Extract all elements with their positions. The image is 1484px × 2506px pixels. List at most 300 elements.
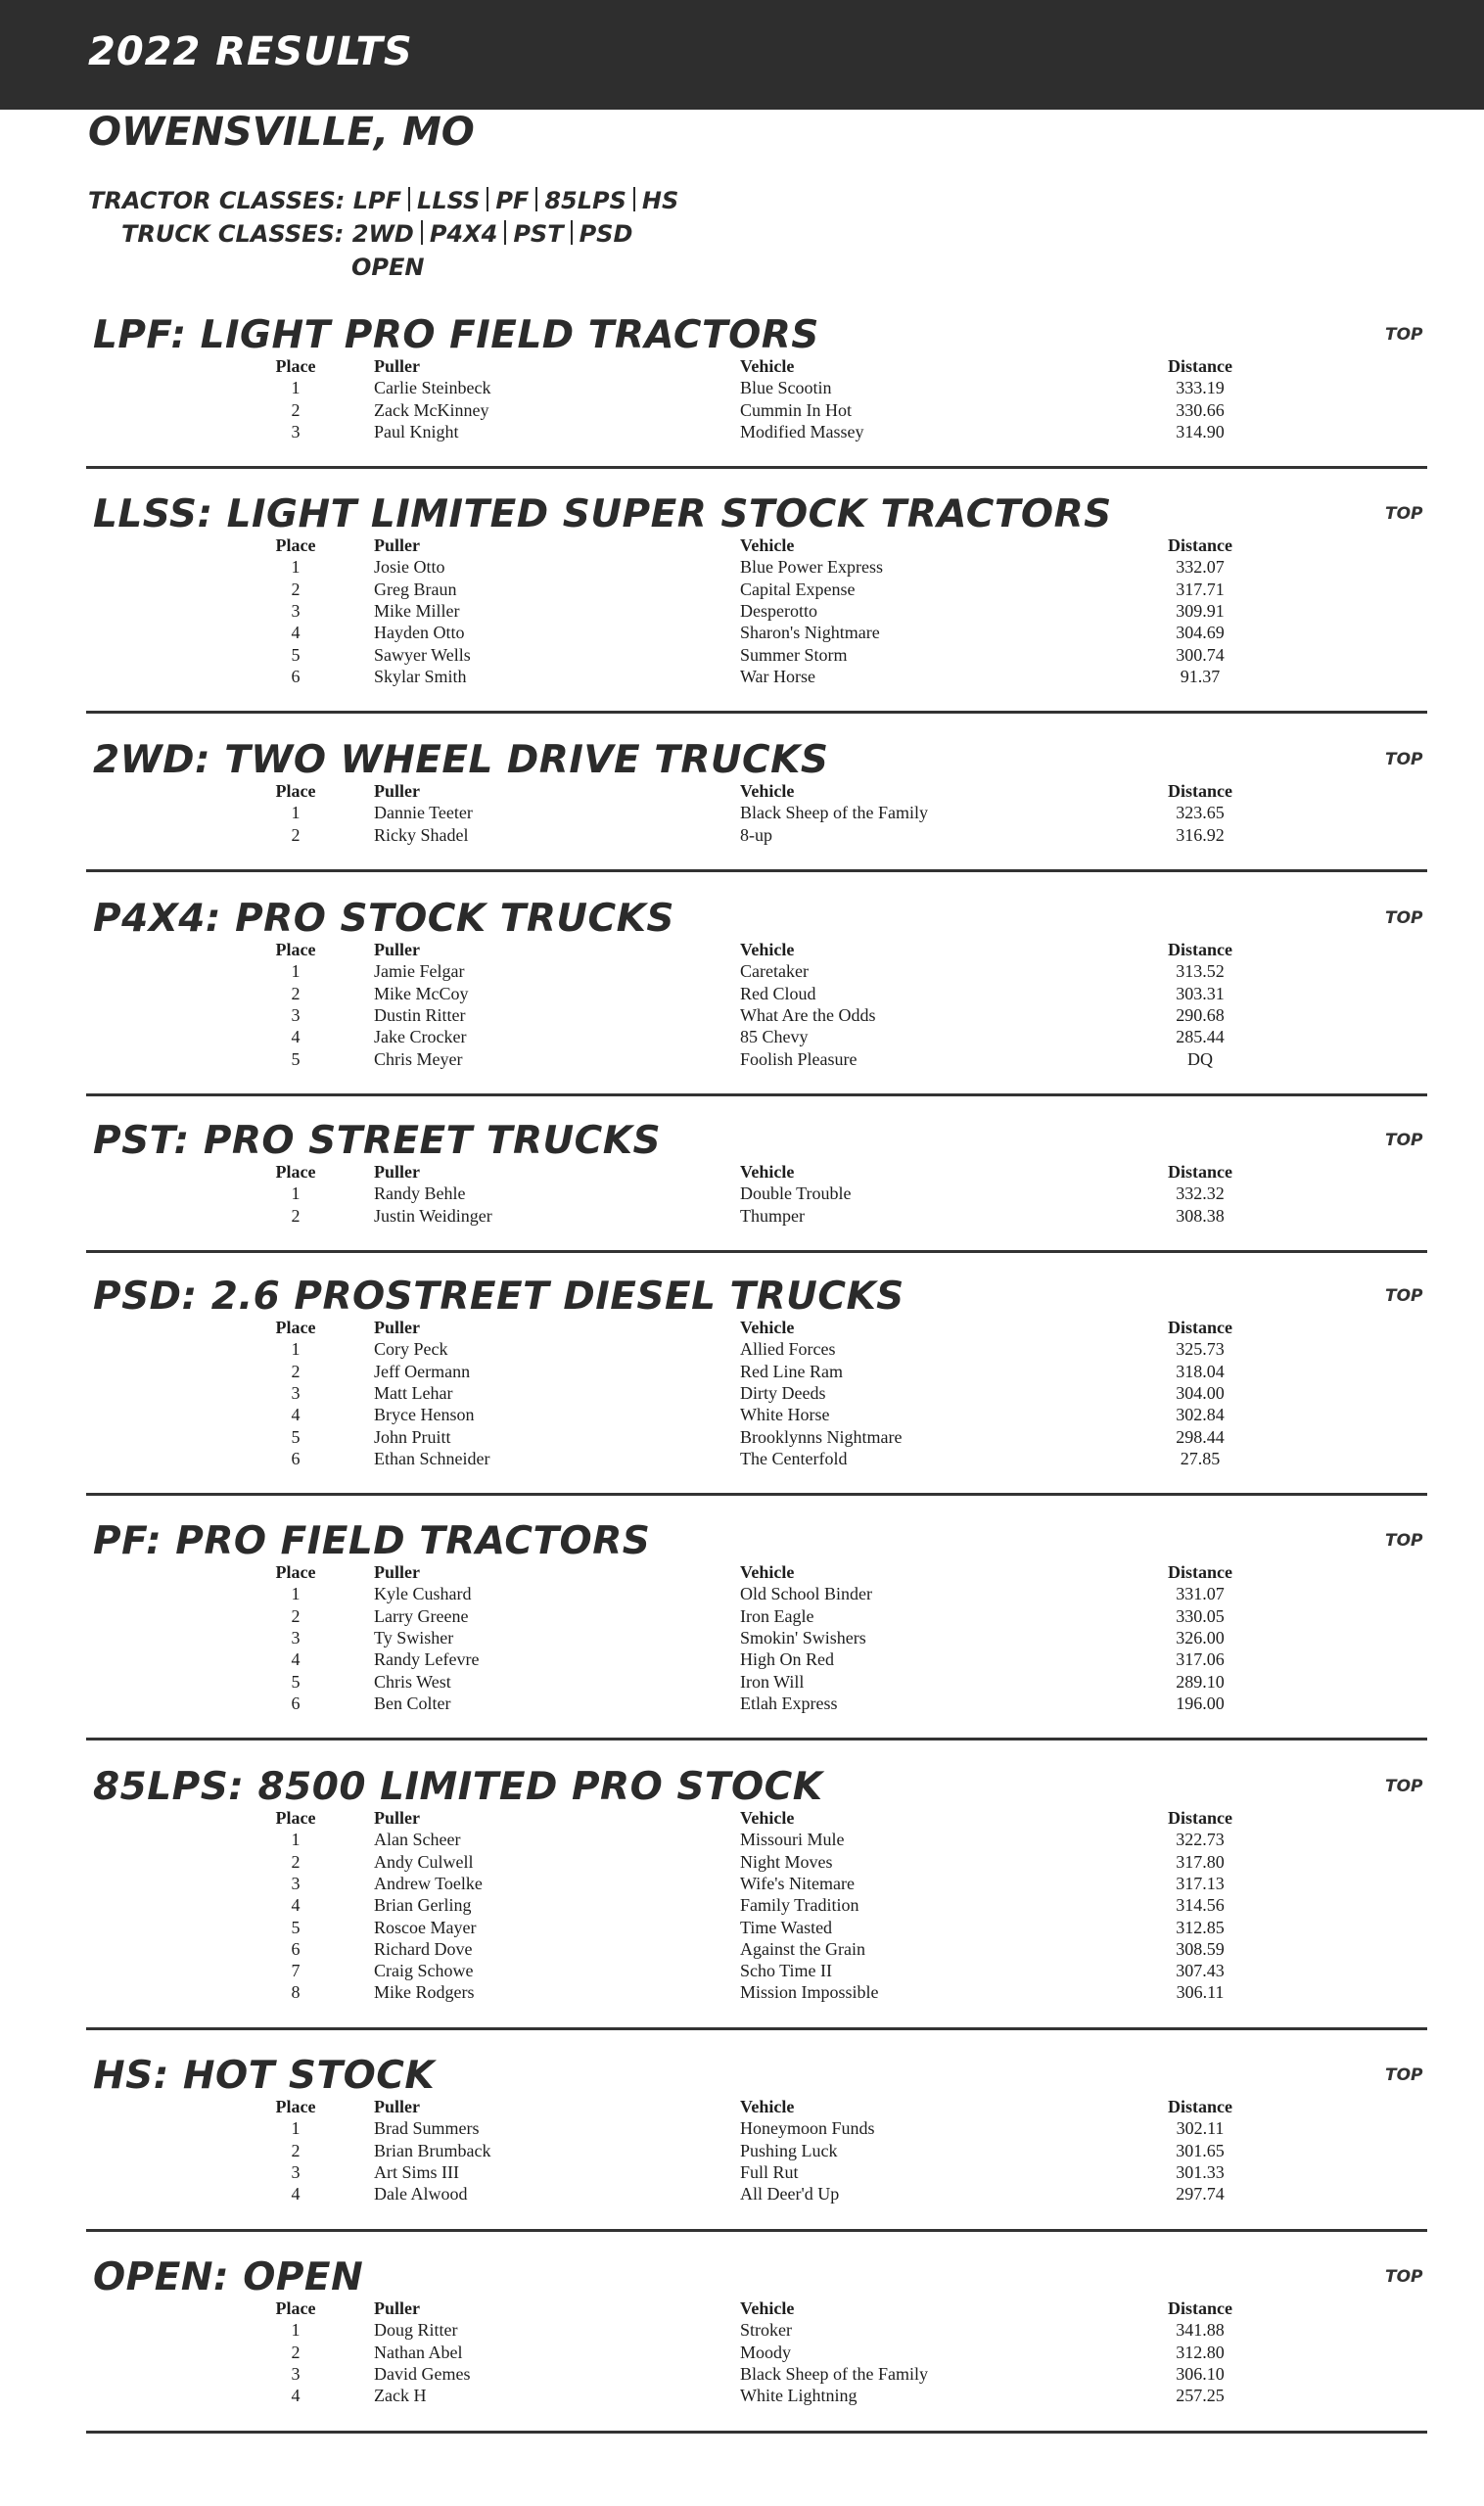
vehicle-cell: Pushing Luck <box>740 2140 838 2160</box>
back-to-top-link[interactable]: TOP <box>1385 2267 1423 2287</box>
column-header-distance: Distance <box>1168 940 1232 959</box>
vehicle-cell: Foolish Pleasure <box>740 1048 858 1069</box>
section-divider <box>86 1738 1427 1740</box>
puller-cell: Justin Weidinger <box>374 1205 492 1226</box>
table-row <box>0 1583 1484 1604</box>
class-separator <box>487 187 488 211</box>
section-heading: PST: PRO STREET TRUCKS <box>93 1119 662 1163</box>
place-cell: 3 <box>291 1382 301 1403</box>
table-row <box>0 1873 1484 1894</box>
vehicle-cell: Blue Power Express <box>740 557 883 578</box>
puller-cell: Randy Lefevre <box>374 1649 480 1670</box>
distance-cell: 325.73 <box>1176 1339 1225 1360</box>
column-header-puller: Puller <box>374 2298 420 2318</box>
distance-cell: 330.66 <box>1176 399 1225 420</box>
place-cell: 2 <box>291 824 301 845</box>
puller-cell: Ethan Schneider <box>374 1448 490 1468</box>
column-header-puller: Puller <box>374 1562 420 1582</box>
table-row <box>0 2161 1484 2183</box>
distance-cell: 317.06 <box>1176 1649 1225 1670</box>
place-cell: 2 <box>291 1605 301 1626</box>
place-cell: 2 <box>291 983 301 1003</box>
column-header-place: Place <box>275 1562 316 1582</box>
vehicle-cell: All Deer'd Up <box>740 2184 840 2204</box>
section-heading: 85LPS: 8500 LIMITED PRO STOCK <box>93 1765 823 1809</box>
vehicle-cell: 85 Chevy <box>740 1027 809 1047</box>
table-row <box>0 1338 1484 1360</box>
vehicle-cell: Modified Massey <box>740 421 864 441</box>
place-cell: 8 <box>291 1982 301 2003</box>
table-row <box>0 824 1484 846</box>
distance-cell: 316.92 <box>1176 824 1225 845</box>
truck-classes-label: TRUCK CLASSES: <box>121 220 345 248</box>
vehicle-cell: Black Sheep of the Family <box>740 803 928 823</box>
class-link-p4x4[interactable]: P4X4 <box>429 220 498 248</box>
distance-cell: 301.33 <box>1176 2161 1225 2182</box>
column-header-vehicle: Vehicle <box>740 781 795 801</box>
back-to-top-link[interactable]: TOP <box>1385 908 1423 928</box>
back-to-top-link[interactable]: TOP <box>1385 504 1423 524</box>
tractor-classes <box>88 184 678 217</box>
table-header-row <box>0 355 1484 377</box>
vehicle-cell: Caretaker <box>740 961 809 982</box>
distance-cell: 341.88 <box>1176 2320 1225 2341</box>
place-cell: 5 <box>291 1917 301 1937</box>
table-row <box>0 1448 1484 1469</box>
distance-cell: 308.38 <box>1176 1205 1225 1226</box>
column-header-vehicle: Vehicle <box>740 1562 795 1582</box>
class-link-open[interactable]: OPEN <box>351 254 425 281</box>
back-to-top-link[interactable]: TOP <box>1385 1531 1423 1551</box>
table-row <box>0 622 1484 643</box>
vehicle-cell: Brooklynns Nightmare <box>740 1426 903 1447</box>
vehicle-cell: Mission Impossible <box>740 1982 879 2003</box>
table-header-row <box>0 1807 1484 1829</box>
place-cell: 3 <box>291 2161 301 2182</box>
vehicle-cell: Iron Eagle <box>740 1605 814 1626</box>
section-divider <box>86 2229 1427 2232</box>
place-cell: 6 <box>291 1448 301 1468</box>
vehicle-cell: White Lightning <box>740 2386 858 2406</box>
place-cell: 1 <box>291 803 301 823</box>
table-row <box>0 377 1484 398</box>
place-cell: 6 <box>291 1938 301 1959</box>
distance-cell: 314.90 <box>1176 421 1225 441</box>
place-cell: 5 <box>291 644 301 665</box>
vehicle-cell: Smokin' Swishers <box>740 1627 866 1647</box>
column-header-puller: Puller <box>374 1808 420 1828</box>
puller-cell: Dale Alwood <box>374 2184 468 2204</box>
column-header-place: Place <box>275 2097 316 2116</box>
column-header-vehicle: Vehicle <box>740 1318 795 1337</box>
column-header-place: Place <box>275 940 316 959</box>
table-row <box>0 1981 1484 2003</box>
distance-cell: 309.91 <box>1176 600 1225 621</box>
puller-cell: Paul Knight <box>374 421 459 441</box>
distance-cell: 323.65 <box>1176 803 1225 823</box>
puller-cell: Alan Scheer <box>374 1830 461 1850</box>
place-cell: 2 <box>291 399 301 420</box>
place-cell: 6 <box>291 666 301 686</box>
puller-cell: David Gemes <box>374 2363 471 2384</box>
table-header-row <box>0 780 1484 802</box>
puller-cell: Richard Dove <box>374 1938 473 1959</box>
puller-cell: Dannie Teeter <box>374 803 473 823</box>
distance-cell: 307.43 <box>1176 1961 1225 1981</box>
section-divider <box>86 2027 1427 2030</box>
vehicle-cell: Dirty Deeds <box>740 1382 826 1403</box>
place-cell: 1 <box>291 961 301 982</box>
section-divider <box>86 869 1427 872</box>
section-heading: PF: PRO FIELD TRACTORS <box>93 1519 651 1563</box>
table-row <box>0 399 1484 421</box>
vehicle-cell: Black Sheep of the Family <box>740 2363 928 2384</box>
vehicle-cell: Old School Binder <box>740 1584 872 1604</box>
puller-cell: Cory Peck <box>374 1339 448 1360</box>
class-link-llss[interactable]: LLSS <box>417 187 481 214</box>
column-header-vehicle: Vehicle <box>740 1808 795 1828</box>
back-to-top-link[interactable]: TOP <box>1385 1286 1423 1306</box>
table-header-row <box>0 939 1484 960</box>
place-cell: 5 <box>291 1048 301 1069</box>
column-header-place: Place <box>275 1162 316 1182</box>
puller-cell: Jake Crocker <box>374 1027 467 1047</box>
distance-cell: 322.73 <box>1176 1830 1225 1850</box>
distance-cell: 318.04 <box>1176 1361 1225 1381</box>
tractor-classes-label: TRACTOR CLASSES: <box>88 187 346 214</box>
table-row <box>0 1183 1484 1204</box>
puller-cell: Art Sims III <box>374 2161 459 2182</box>
column-header-place: Place <box>275 2298 316 2318</box>
class-link-2wd[interactable]: 2WD <box>351 220 414 248</box>
distance-cell: 332.32 <box>1176 1183 1225 1204</box>
column-header-place: Place <box>275 1808 316 1828</box>
table-header-row <box>0 1317 1484 1338</box>
place-cell: 3 <box>291 1873 301 1893</box>
distance-cell: 301.65 <box>1176 2140 1225 2160</box>
column-header-puller: Puller <box>374 1318 420 1337</box>
column-header-distance: Distance <box>1168 1808 1232 1828</box>
table-row <box>0 1048 1484 1070</box>
distance-cell: 302.11 <box>1176 2118 1225 2139</box>
table-row <box>0 1004 1484 1026</box>
puller-cell: Craig Schowe <box>374 1961 474 1981</box>
table-row <box>0 1382 1484 1404</box>
distance-cell: 290.68 <box>1176 1004 1225 1025</box>
distance-cell: 302.84 <box>1176 1405 1225 1425</box>
distance-cell: 27.85 <box>1180 1448 1221 1468</box>
table-row <box>0 2117 1484 2139</box>
puller-cell: Roscoe Mayer <box>374 1917 477 1937</box>
table-row <box>0 1648 1484 1670</box>
column-header-vehicle: Vehicle <box>740 2097 795 2116</box>
column-header-puller: Puller <box>374 1162 420 1182</box>
place-cell: 2 <box>291 1851 301 1872</box>
table-row <box>0 2140 1484 2161</box>
vehicle-cell: Blue Scootin <box>740 378 832 398</box>
puller-cell: Mike Rodgers <box>374 1982 475 2003</box>
back-to-top-link[interactable]: TOP <box>1385 325 1423 345</box>
place-cell: 1 <box>291 1830 301 1850</box>
column-header-distance: Distance <box>1168 535 1232 555</box>
class-link-85lps[interactable]: 85LPS <box>544 187 626 214</box>
place-cell: 3 <box>291 2363 301 2384</box>
column-header-distance: Distance <box>1168 1318 1232 1337</box>
distance-cell: 317.71 <box>1176 579 1225 599</box>
distance-cell: 317.80 <box>1176 1851 1225 1872</box>
vehicle-cell: Against the Grain <box>740 1938 865 1959</box>
class-link-hs[interactable]: HS <box>641 187 679 214</box>
column-header-vehicle: Vehicle <box>740 356 795 376</box>
table-row <box>0 556 1484 578</box>
table-row <box>0 2319 1484 2341</box>
vehicle-cell: 8-up <box>740 824 772 845</box>
puller-cell: Greg Braun <box>374 579 457 599</box>
section-divider <box>86 1493 1427 1496</box>
puller-cell: Zack McKinney <box>374 399 489 420</box>
back-to-top-link[interactable]: TOP <box>1385 750 1423 769</box>
place-cell: 4 <box>291 1649 301 1670</box>
puller-cell: Nathan Abel <box>374 2342 463 2362</box>
column-header-puller: Puller <box>374 356 420 376</box>
section-divider <box>86 2431 1427 2434</box>
table-header-row <box>0 2297 1484 2319</box>
puller-cell: Brian Brumback <box>374 2140 491 2160</box>
table-row <box>0 1605 1484 1627</box>
place-cell: 1 <box>291 378 301 398</box>
distance-cell: 289.10 <box>1176 1671 1225 1692</box>
class-link-lpf[interactable]: LPF <box>352 187 402 214</box>
class-separator <box>421 220 423 245</box>
vehicle-cell: White Horse <box>740 1405 830 1425</box>
vehicle-cell: Honeymoon Funds <box>740 2118 875 2139</box>
puller-cell: Josie Otto <box>374 557 445 578</box>
vehicle-cell: Red Line Ram <box>740 1361 843 1381</box>
place-cell: 2 <box>291 2342 301 2362</box>
table-row <box>0 1361 1484 1382</box>
distance-cell: 306.11 <box>1176 1982 1225 2003</box>
distance-cell: 285.44 <box>1176 1027 1225 1047</box>
distance-cell: 312.85 <box>1176 1917 1225 1937</box>
class-separator <box>571 220 573 245</box>
table-header-row <box>0 1561 1484 1583</box>
puller-cell: Ben Colter <box>374 1693 451 1713</box>
puller-cell: Mike McCoy <box>374 983 469 1003</box>
puller-cell: Kyle Cushard <box>374 1584 472 1604</box>
event-location: OWENSVILLE, MO <box>88 110 475 155</box>
place-cell: 4 <box>291 1405 301 1425</box>
vehicle-cell: Etlah Express <box>740 1693 838 1713</box>
distance-cell: 298.44 <box>1176 1426 1225 1447</box>
distance-cell: 333.19 <box>1176 378 1225 398</box>
column-header-vehicle: Vehicle <box>740 1162 795 1182</box>
table-row <box>0 2342 1484 2363</box>
puller-cell: Chris West <box>374 1671 451 1692</box>
place-cell: 1 <box>291 2320 301 2341</box>
class-separator <box>504 220 506 245</box>
vehicle-cell: Family Tradition <box>740 1895 859 1916</box>
tractor-class-links <box>353 187 679 214</box>
table-row <box>0 802 1484 823</box>
distance-cell: 312.80 <box>1176 2342 1225 2362</box>
puller-cell: Dustin Ritter <box>374 1004 466 1025</box>
table-row <box>0 666 1484 687</box>
place-cell: 1 <box>291 1584 301 1604</box>
puller-cell: Brian Gerling <box>374 1895 472 1916</box>
puller-cell: Andy Culwell <box>374 1851 474 1872</box>
table-row <box>0 1671 1484 1693</box>
puller-cell: Chris Meyer <box>374 1048 463 1069</box>
column-header-distance: Distance <box>1168 1562 1232 1582</box>
column-header-place: Place <box>275 356 316 376</box>
distance-cell: 317.13 <box>1176 1873 1225 1893</box>
section-heading: LLSS: LIGHT LIMITED SUPER STOCK TRACTORS <box>93 492 1112 536</box>
column-header-puller: Puller <box>374 2097 420 2116</box>
distance-cell: 314.56 <box>1176 1895 1225 1916</box>
table-row <box>0 1851 1484 1873</box>
place-cell: 4 <box>291 1027 301 1047</box>
distance-cell: 300.74 <box>1176 644 1225 665</box>
place-cell: 4 <box>291 1895 301 1916</box>
class-link-psd[interactable]: PSD <box>579 220 633 248</box>
vehicle-cell: Iron Will <box>740 1671 805 1692</box>
puller-cell: Larry Greene <box>374 1605 469 1626</box>
vehicle-cell: Desperotto <box>740 600 817 621</box>
place-cell: 3 <box>291 1627 301 1647</box>
place-cell: 1 <box>291 1183 301 1204</box>
class-link-pf[interactable]: PF <box>495 187 530 214</box>
vehicle-cell: Thumper <box>740 1205 805 1226</box>
vehicle-cell: Stroker <box>740 2320 792 2341</box>
class-link-pst[interactable]: PST <box>513 220 564 248</box>
vehicle-cell: Missouri Mule <box>740 1830 845 1850</box>
vehicle-cell: Time Wasted <box>740 1917 833 1937</box>
place-cell: 3 <box>291 1004 301 1025</box>
column-header-puller: Puller <box>374 781 420 801</box>
truck-class-links <box>352 220 633 248</box>
column-header-vehicle: Vehicle <box>740 535 795 555</box>
column-header-puller: Puller <box>374 940 420 959</box>
table-row <box>0 1960 1484 1981</box>
puller-cell: Jamie Felgar <box>374 961 465 982</box>
place-cell: 5 <box>291 1671 301 1692</box>
section-divider <box>86 466 1427 469</box>
table-header-row <box>0 534 1484 556</box>
table-row <box>0 2183 1484 2204</box>
column-header-place: Place <box>275 781 316 801</box>
vehicle-cell: Full Rut <box>740 2161 799 2182</box>
column-header-distance: Distance <box>1168 2298 1232 2318</box>
place-cell: 1 <box>291 557 301 578</box>
table-row <box>0 2385 1484 2406</box>
puller-cell: Ricky Shadel <box>374 824 469 845</box>
table-row <box>0 983 1484 1004</box>
back-to-top-link[interactable]: TOP <box>1385 2065 1423 2085</box>
puller-cell: Mike Miller <box>374 600 460 621</box>
section-heading: LPF: LIGHT PRO FIELD TRACTORS <box>93 313 819 357</box>
place-cell: 2 <box>291 1361 301 1381</box>
vehicle-cell: Moody <box>740 2342 792 2362</box>
puller-cell: Matt Lehar <box>374 1382 453 1403</box>
vehicle-cell: What Are the Odds <box>740 1004 876 1025</box>
vehicle-cell: The Centerfold <box>740 1448 848 1468</box>
column-header-distance: Distance <box>1168 356 1232 376</box>
section-heading: P4X4: PRO STOCK TRUCKS <box>93 897 674 941</box>
distance-cell: 331.07 <box>1176 1584 1225 1604</box>
vehicle-cell: Scho Time II <box>740 1961 833 1981</box>
class-separator <box>408 187 410 211</box>
puller-cell: Andrew Toelke <box>374 1873 483 1893</box>
distance-cell: 257.25 <box>1176 2386 1225 2406</box>
back-to-top-link[interactable]: TOP <box>1385 1777 1423 1796</box>
vehicle-cell: Sharon's Nightmare <box>740 623 880 643</box>
puller-cell: Carlie Steinbeck <box>374 378 491 398</box>
place-cell: 4 <box>291 2184 301 2204</box>
column-header-vehicle: Vehicle <box>740 940 795 959</box>
puller-cell: Jeff Oermann <box>374 1361 471 1381</box>
vehicle-cell: War Horse <box>740 666 816 686</box>
truck-classes <box>121 217 632 251</box>
place-cell: 7 <box>291 1961 301 1981</box>
vehicle-cell: Capital Expense <box>740 579 856 599</box>
table-row <box>0 1404 1484 1425</box>
table-row <box>0 1026 1484 1047</box>
column-header-place: Place <box>275 535 316 555</box>
section-divider <box>86 1093 1427 1096</box>
distance-cell: 196.00 <box>1176 1693 1225 1713</box>
back-to-top-link[interactable]: TOP <box>1385 1131 1423 1150</box>
distance-cell: 91.37 <box>1180 666 1221 686</box>
table-row <box>0 1693 1484 1714</box>
distance-cell: 297.74 <box>1176 2184 1225 2204</box>
column-header-distance: Distance <box>1168 781 1232 801</box>
section-heading: PSD: 2.6 PROSTREET DIESEL TRUCKS <box>93 1275 904 1319</box>
puller-cell: Ty Swisher <box>374 1627 454 1647</box>
table-row <box>0 1426 1484 1448</box>
puller-cell: Hayden Otto <box>374 623 465 643</box>
place-cell: 5 <box>291 1426 301 1447</box>
section-divider <box>86 711 1427 714</box>
table-row <box>0 1205 1484 1227</box>
distance-cell: 332.07 <box>1176 557 1225 578</box>
column-header-puller: Puller <box>374 535 420 555</box>
table-row <box>0 2363 1484 2385</box>
vehicle-cell: Allied Forces <box>740 1339 836 1360</box>
section-heading: 2WD: TWO WHEEL DRIVE TRUCKS <box>93 738 829 782</box>
place-cell: 4 <box>291 623 301 643</box>
puller-cell: Skylar Smith <box>374 666 467 686</box>
table-row <box>0 600 1484 622</box>
table-row <box>0 1938 1484 1960</box>
class-separator <box>633 187 635 211</box>
puller-cell: John Pruitt <box>374 1426 451 1447</box>
vehicle-cell: High On Red <box>740 1649 834 1670</box>
vehicle-cell: Cummin In Hot <box>740 399 853 420</box>
vehicle-cell: Red Cloud <box>740 983 816 1003</box>
place-cell: 6 <box>291 1693 301 1713</box>
place-cell: 1 <box>291 2118 301 2139</box>
place-cell: 2 <box>291 2140 301 2160</box>
column-header-distance: Distance <box>1168 2097 1232 2116</box>
section-divider <box>86 1250 1427 1253</box>
table-row <box>0 1627 1484 1648</box>
table-row <box>0 421 1484 442</box>
page-header-bar <box>0 0 1484 110</box>
vehicle-cell: Wife's Nitemare <box>740 1873 855 1893</box>
table-row <box>0 1894 1484 1916</box>
page-title: 2022 RESULTS <box>88 29 413 74</box>
table-row <box>0 1917 1484 1938</box>
